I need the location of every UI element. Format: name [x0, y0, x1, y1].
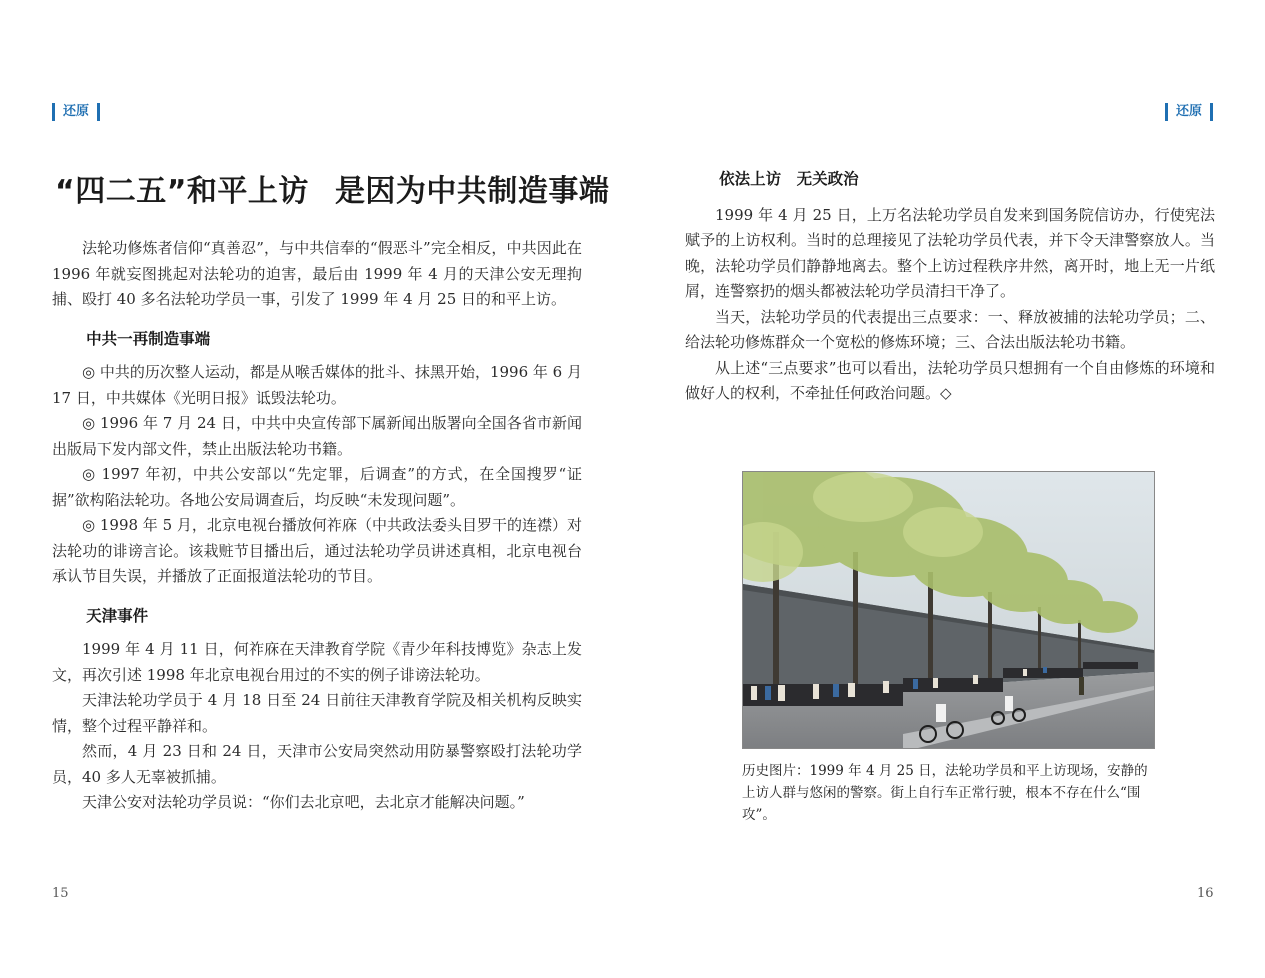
- section2-paragraph: 天津公安对法轮功学员说：“你们去北京吧，去北京才能解决问题。”: [82, 793, 525, 811]
- page-number-left: 15: [52, 886, 69, 901]
- page-number-right: 16: [1197, 886, 1214, 901]
- section-heading-2: 天津事件: [86, 606, 149, 625]
- right-paragraph: 从上述“三点要求”也可以看出，法轮功学员只想拥有一个自由修炼的环境和做好人的权利，不牵扯任何政治问题。◇: [685, 358, 1215, 402]
- section2-paragraph: 然而，4 月 23 日和 24 日，天津市公安局突然动用防暴警察殴打法轮功学员，40 多人无辜被抓捕。: [52, 742, 582, 786]
- title-part-1: “四二五”和平上访: [55, 174, 309, 209]
- section-tag-left: 还原: [52, 103, 100, 121]
- left-column: [52, 236, 582, 816]
- section1-paragraph: ◎ 1996 年 7 月 24 日，中共中央宣传部下属新闻出版署向全国各省市新闻出版局下发内部文件，禁止出版法轮功书籍。: [52, 414, 582, 458]
- section2-paragraph: 1999 年 4 月 11 日，何祚庥在天津教育学院《青少年科技博览》杂志上发文，再次引述 1998 年北京电视台用过的不实的例子诽谤法轮功。: [52, 640, 582, 684]
- section2-paragraph: 天津法轮功学员于 4 月 18 日至 24 日前往天津教育学院及相关机构反映实情，整个过程平静祥和。: [52, 691, 582, 735]
- historical-photo: [742, 471, 1155, 749]
- title-part-2: 是因为中共制造事端: [334, 174, 610, 209]
- photo-caption: 历史图片：1999 年 4 月 25 日，法轮功学员和平上访现场，安静的上访人群与悠闲的警察。街上自行车正常行驶，根本不存在什么“围攻”。: [742, 763, 1148, 823]
- section1-paragraph: ◎ 中共的历次整人运动，都是从喉舌媒体的批斗、抹黑开始，1996 年 6 月 17 日，中共媒体《光明日报》诋毁法轮功。: [52, 363, 582, 407]
- section-tag-right: 还原: [1165, 103, 1213, 121]
- section1-paragraph: ◎ 1997 年初，中共公安部以“先定罪，后调查”的方式，在全国搜罗“证据”欲构陷法轮功。各地公安局调查后，均反映“未发现问题”。: [52, 465, 582, 509]
- right-section-heading: 依法上访 无关政治: [719, 170, 859, 188]
- right-column: [685, 164, 1215, 407]
- page-title: [55, 166, 610, 210]
- section1-paragraph: ◎ 1998 年 5 月，北京电视台播放何祚庥（中共政法委头目罗干的连襟）对法轮功的诽谤言论。该栽赃节目播出后，通过法轮功学员讲述真相，北京电视台承认节目失误，并播放了正面报道法轮功的节目。: [52, 516, 582, 585]
- intro-paragraph: 法轮功修炼者信仰“真善忍”，与中共信奉的“假恶斗”完全相反，中共因此在 1996 年就妄图挑起对法轮功的迫害，最后由 1999 年 4 月的天津公安无理拘捕、殴打 40 多名法轮功学员一事，引发了 1999 年 4 月 25 日的和平上访。: [52, 239, 582, 308]
- right-paragraph: 1999 年 4 月 25 日，上万名法轮功学员自发来到国务院信访办，行使宪法赋予的上访权利。当时的总理接见了法轮功学员代表，并下令天津警察放人。当晚，法轮功学员们静静地离去。整个上访过程秩序井然，离开时，地上无一片纸屑，连警察扔的烟头都被法轮功学员清扫干净了。: [685, 205, 1215, 300]
- right-paragraph: 当天，法轮功学员的代表提出三点要求：一、释放被捕的法轮功学员；二、给法轮功修炼群众一个宽松的修炼环境；三、合法出版法轮功书籍。: [685, 307, 1215, 351]
- section-heading-1: 中共一再制造事端: [86, 329, 211, 348]
